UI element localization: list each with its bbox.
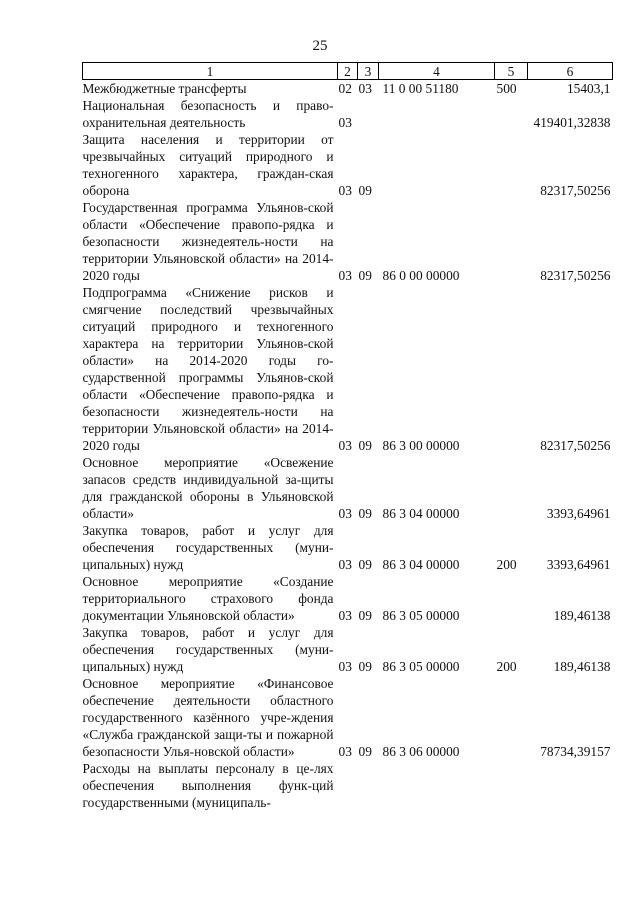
row-section: 02 [338,81,352,96]
row-name: Основное мероприятие «Финансовое обеспечение деятельности областного государственного казённого учре-ждения «Служба гражданской защи-ты и пожарной безопасности Улья-новской области» [82,676,334,759]
row-target-article: 86 3 04 00000 [382,506,460,521]
row-amount: 419401,32838 [533,115,611,130]
row-amount [528,760,613,811]
row-amount: 189,46138 [553,608,611,623]
row-name: Закупка товаров, работ и услуг для обеспечения государственных (муни-ципальных) нужд [82,625,334,674]
row-subsection: 09 [358,183,372,198]
row-expense-type [495,454,528,522]
table-row [83,80,613,98]
row-target-article: 86 0 00 00000 [382,268,460,283]
row-expense-type [495,131,528,199]
budget-table [82,62,613,811]
row-subsection [358,760,379,811]
row-target-article: 11 0 00 51180 [382,81,459,96]
row-name: Государственная программа Ульянов-ской области «Обеспечение правопо-рядка и безопасности жизнедеятель-ности на территории Ульяновской области» на 2014-2020 годы [82,200,334,283]
row-expense-type [495,760,528,811]
row-subsection: 09 [358,659,372,674]
row-section: 03 [338,557,352,572]
row-target-article: 86 3 06 00000 [382,744,460,759]
table-row [83,97,613,131]
row-subsection: 09 [358,268,372,283]
table-row [83,522,613,573]
row-section: 03 [338,183,352,198]
row-subsection: 03 [358,81,372,96]
row-target-article: 86 3 04 00000 [382,557,460,572]
row-target-article: 86 3 05 00000 [382,608,460,623]
table-row [83,131,613,199]
row-section: 03 [338,608,352,623]
row-expense-type [495,199,528,284]
header-col-3: 3 [358,63,379,80]
row-subsection: 09 [358,744,372,759]
header-col-4: 4 [379,63,495,80]
row-expense-type: 500 [496,81,517,96]
row-expense-type [495,573,528,624]
row-subsection: 09 [358,438,372,453]
row-target-article [379,760,495,811]
row-expense-type [495,284,528,454]
table-row [83,760,613,811]
row-section [338,760,358,811]
row-subsection [358,97,379,131]
table-row [83,454,613,522]
table-row [83,284,613,454]
row-name: Основное мероприятие «Освежение запасов средств индивидуальной за-щиты для гражданской обороны в Ульяновской области» [82,455,334,521]
header-col-1: 1 [83,63,338,80]
row-target-article [379,131,495,199]
row-subsection: 09 [358,608,372,623]
row-amount: 3393,64961 [546,506,611,521]
row-section: 03 [338,115,352,130]
row-expense-type: 200 [496,659,517,674]
row-section: 03 [338,506,352,521]
row-amount: 78734,39157 [540,744,611,759]
row-section: 03 [338,659,352,674]
row-target-article: 86 3 00 00000 [382,438,460,453]
row-amount: 3393,64961 [546,557,611,572]
header-col-5: 5 [495,63,528,80]
row-section: 03 [338,744,352,759]
row-name: Основное мероприятие «Создание территориального страхового фонда документации Ульяновской области» [82,574,334,623]
row-amount: 82317,50256 [540,183,611,198]
table-row [83,573,613,624]
row-name: Закупка товаров, работ и услуг для обеспечения государственных (муни-ципальных) нужд [82,523,334,572]
row-expense-type: 200 [496,557,517,572]
row-amount: 82317,50256 [540,438,611,453]
table-row [83,199,613,284]
row-subsection: 09 [358,557,372,572]
row-name: Подпрограмма «Снижение рисков и смягчение последствий чрезвычайных ситуаций природного и техногенного характера на территории Ульянов-ской области» на 2014-2020 годы го-сударственной программы Ульянов-ской области «Обеспечение правопо-рядка и безопасности жизнедеятель-ности на территории Ульяновской области» на 2014-2020 годы [82,285,334,453]
row-target-article: 86 3 05 00000 [382,659,460,674]
page-number: 25 [312,38,328,54]
row-target-article [379,97,495,131]
table-row [83,675,613,760]
header-col-6: 6 [528,63,613,80]
row-subsection: 09 [358,506,372,521]
table-header-row [83,63,613,80]
row-amount: 15403,1 [566,81,611,96]
header-col-2: 2 [338,63,358,80]
table-row [83,624,613,675]
row-amount: 189,46138 [553,659,611,674]
row-expense-type [495,97,528,131]
row-expense-type [495,675,528,760]
row-section: 03 [338,438,352,453]
row-section: 03 [338,268,352,283]
row-name: Защита населения и территории от чрезвычайных ситуаций природного и техногенного характера, граждан-ская оборона [82,132,334,198]
row-name: Межбюджетные трансферты [82,81,247,96]
row-name: Национальная безопасность и право-охранительная деятельность [82,98,334,130]
row-name: Расходы на выплаты персоналу в це-лях обеспечения выполнения функ-ций государственными (муниципаль- [82,761,334,810]
row-amount: 82317,50256 [540,268,611,283]
